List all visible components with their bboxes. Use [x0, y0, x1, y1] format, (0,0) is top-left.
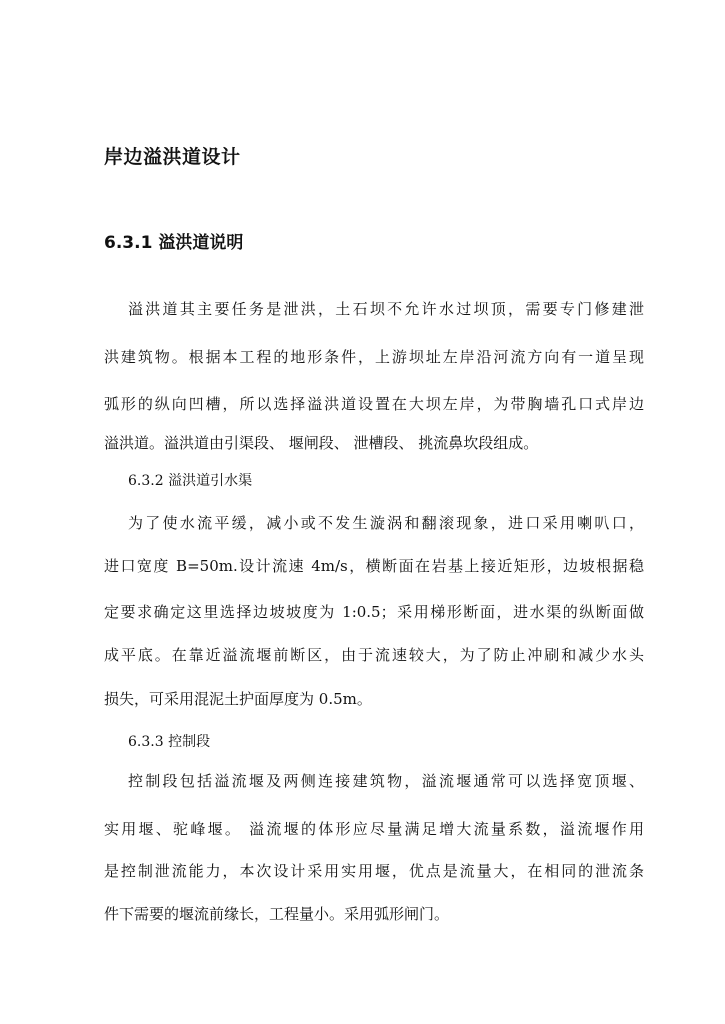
paragraph-line: 进口宽度 B=50m.设计流速 4m/s，横断面在岩基上接近矩形，边坡根据稳	[104, 557, 644, 575]
paragraph-line: 定要求确定这里选择边坡坡度为 1:0.5；采用梯形断面，进水渠的纵断面做	[104, 603, 644, 621]
paragraph-line: 是控制泄流能力，本次设计采用实用堰，优点是流量大，在相同的泄流条	[104, 862, 644, 880]
paragraph-line: 溢洪道。溢洪道由引渠段、 堰闸段、 泄槽段、 挑流鼻坎段组成。	[104, 434, 539, 452]
section-heading-6-3-1: 6.3.1 溢洪道说明	[104, 233, 244, 253]
paragraph-line: 件下需要的堰流前缘长，工程量小。采用弧形闸门。	[104, 905, 450, 923]
paragraph-line: 实用堰、驼峰堰。 溢流堰的体形应尽量满足增大流量系数，溢流堰作用	[104, 820, 644, 838]
paragraph-line: 控制段包括溢流堰及两侧连接建筑物，溢流堰通常可以选择宽顶堰、	[128, 772, 644, 790]
paragraph-line: 损失，可采用混泥土护面厚度为 0.5m。	[104, 690, 372, 708]
paragraph-line: 成平底。在靠近溢流堰前断区，由于流速较大，为了防止冲刷和减少水头	[104, 646, 644, 664]
paragraph-line: 溢洪道其主要任务是泄洪，土石坝不允许水过坝顶，需要专门修建泄	[128, 300, 644, 318]
section-heading-6-3-2: 6.3.2 溢洪道引水渠	[128, 473, 253, 489]
section-heading-6-3-3: 6.3.3 控制段	[128, 734, 211, 750]
document-title: 岸边溢洪道设计	[104, 146, 241, 168]
paragraph-line: 洪建筑物。根据本工程的地形条件，上游坝址左岸沿河流方向有一道呈现	[104, 348, 644, 366]
paragraph-line: 弧形的纵向凹槽，所以选择溢洪道设置在大坝左岸，为带胸墙孔口式岸边	[104, 395, 644, 413]
paragraph-line: 为了使水流平缓，减小或不发生漩涡和翻滚现象，进口采用喇叭口，	[128, 514, 644, 532]
